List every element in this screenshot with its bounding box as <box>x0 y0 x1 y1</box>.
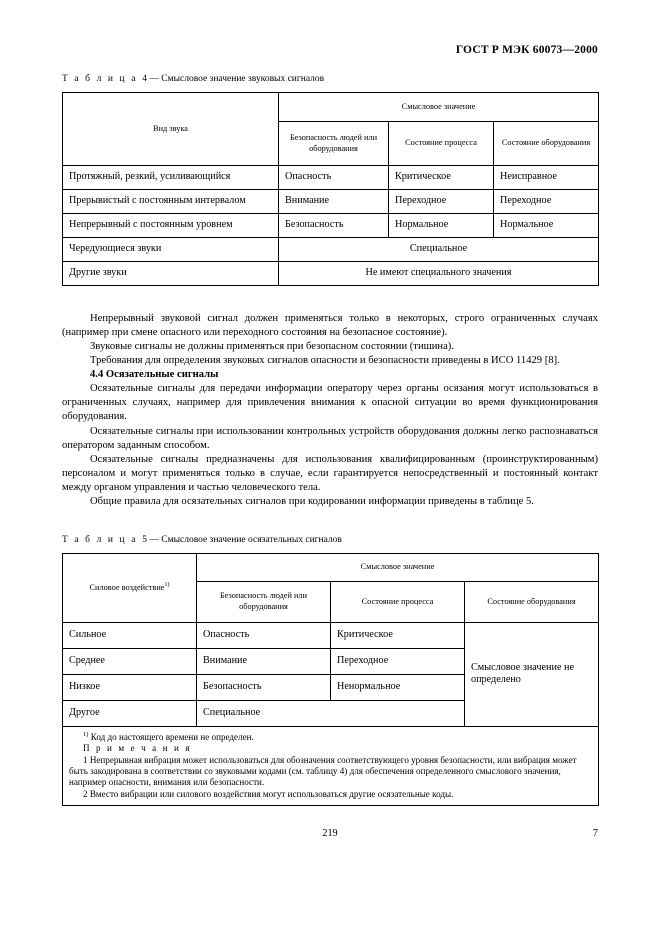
table5-cell-force: Сильное <box>63 622 197 648</box>
table4-cell-span-value: Не имеют специального значения <box>279 261 599 285</box>
table5-cell-safety: Внимание <box>197 648 331 674</box>
section-heading-4-4: 4.4 Осязательные сигналы <box>90 369 219 381</box>
table5-notes-title: П р и м е ч а н и я <box>83 743 192 754</box>
table5-header-safety: Безопасность людей или оборудования <box>197 581 331 622</box>
table5-header-group-meaning: Смысловое значение <box>197 553 599 581</box>
table4-header-row-1 <box>63 92 599 121</box>
paragraph-tactile-info-transfer: Осязательные сигналы для передачи информации оператору через органы осязания могут использоваться в ограниченных случаях, например для привлечения внимания к опасной ситуации во время функционирования оборудования. <box>62 383 598 423</box>
table4-row <box>63 189 599 213</box>
table5-cell-force: Низкое <box>63 674 197 700</box>
paragraph-tactile-general-rules: Общие правила для осязательных сигналов при кодировании информации приведены в таблице 5. <box>90 495 534 507</box>
table5-tactile-signal-meanings <box>62 553 599 806</box>
table4-header-safety: Безопасность людей или оборудования <box>279 122 389 166</box>
table5-footnote-text: Код до настоящего времени не определен. <box>90 731 254 742</box>
paragraph-no-sound-when-safe: Звуковые сигналы не должны применяться при безопасном состоянии (тишина). <box>90 341 454 353</box>
paragraph-continuous-sound: Непрерывный звуковой сигнал должен применяться только в некоторых, строго ограниченных случаях (например при смене опасного или переходного состояния на безопасное состояние). <box>62 312 598 338</box>
table5-cell-equipment-merged: Смысловое значение не определено <box>465 622 599 726</box>
paragraph-tactile-recognition: Осязательные сигналы при использовании контрольных устройств оборудования должны легко распознаваться оператором заданным способом. <box>62 425 598 451</box>
table5-caption-dash: — <box>149 534 159 545</box>
table4-cell-type: Чередующиеся звуки <box>63 237 279 261</box>
table4-row <box>63 261 599 285</box>
table4-caption-label: Т а б л и ц а <box>62 74 138 84</box>
footer-page-number-center: 219 <box>322 828 338 839</box>
table5-caption <box>62 535 598 547</box>
table5-header-force-superscript: 1) <box>164 581 170 588</box>
table4-caption-title: Смысловое значение звуковых сигналов <box>161 74 325 84</box>
table4-header-process: Состояние процесса <box>389 122 494 166</box>
table5-caption-title: Смысловое значение осязательных сигналов <box>161 534 342 545</box>
paragraph-iso-reference: Требования для определения звуковых сигналов опасности и безопасности приведены в ИСО 11429 [8]. <box>90 355 560 367</box>
table4-cell-process: Нормальное <box>389 213 494 237</box>
table5-cell-special-value: Специальное <box>197 700 465 726</box>
table4-cell-safety: Опасность <box>279 165 389 189</box>
table5-cell-force: Среднее <box>63 648 197 674</box>
page-content <box>62 74 598 806</box>
table4-cell-safety: Безопасность <box>279 213 389 237</box>
table4-cell-type: Протяжный, резкий, усиливающийся <box>63 165 279 189</box>
table4-cell-equipment: Переходное <box>494 189 599 213</box>
table5-footnote <box>69 732 592 743</box>
table4-cell-process: Критическое <box>389 165 494 189</box>
table4-caption-number: 4 <box>142 74 148 84</box>
table4-caption <box>62 74 598 86</box>
table5-header-process: Состояние процесса <box>331 581 465 622</box>
table5-header-row-1 <box>63 553 599 581</box>
table5-row <box>63 622 599 648</box>
table5-cell-force: Другое <box>63 700 197 726</box>
table5-footnote-marker: 1) <box>83 730 89 738</box>
table4-header-group-meaning: Смысловое значение <box>279 92 599 121</box>
table5-cell-process: Критическое <box>331 622 465 648</box>
table5-note-1: 1 Непрерывная вибрация может использоваться для обозначения соответствующего уровня безопасности, или вибрация может быть закодирована в соответствии со звуковыми кодами (см. таблицу 4) для обеспечения определенного смыслового значения, например опасности, внимания или безопасности. <box>69 754 577 788</box>
table4-cell-equipment: Неисправное <box>494 165 599 189</box>
table4-row <box>63 165 599 189</box>
table4-sound-signal-meanings <box>62 92 599 286</box>
paragraph-tactile-qualified-personnel: Осязательные сигналы предназначены для использования квалифицированным (проинструктированным) персоналом и могут применяться только в случае, если гарантируется непосредственный и постоянный контакт между органом управления и частью человеческого тела. <box>62 453 598 493</box>
table4-row <box>63 213 599 237</box>
table4-header-equipment: Состояние оборудования <box>494 122 599 166</box>
table4-cell-type: Другие звуки <box>63 261 279 285</box>
table4-row <box>63 237 599 261</box>
table5-caption-label: Т а б л и ц а <box>62 534 138 545</box>
document-standard-reference: ГОСТ Р МЭК 60073—2000 <box>455 44 598 56</box>
footer-page-number-right: 7 <box>592 828 598 839</box>
table5-notes-title-wrapper <box>69 743 592 754</box>
table4-cell-type: Прерывистый с постоянным интервалом <box>63 189 279 213</box>
table5-cell-process: Переходное <box>331 648 465 674</box>
table5-cell-safety: Опасность <box>197 622 331 648</box>
table4-cell-span-value: Специальное <box>279 237 599 261</box>
table4-cell-process: Переходное <box>389 189 494 213</box>
table4-cell-type: Непрерывный с постоянным уровнем <box>63 213 279 237</box>
table5-notes-cell <box>63 726 599 805</box>
table5-header-force-label: Силовое воздействие <box>89 582 165 592</box>
table4-caption-dash: — <box>149 74 159 84</box>
page-footer <box>62 828 598 844</box>
table5-note-2: 2 Вместо вибрации или силового воздействия могут использоваться другие осязательные коды. <box>83 788 454 799</box>
table5-cell-process: Ненормальное <box>331 674 465 700</box>
table5-cell-safety: Безопасность <box>197 674 331 700</box>
table4-header-sound-type: Вид звука <box>63 92 279 165</box>
table5-notes-row <box>63 726 599 805</box>
table4-cell-safety: Внимание <box>279 189 389 213</box>
table5-caption-number: 5 <box>142 534 148 545</box>
spacer-before-table5 <box>62 509 598 535</box>
table5-header-equipment: Состояние оборудования <box>465 581 599 622</box>
spacer-after-table4 <box>62 286 598 312</box>
table4-cell-equipment: Нормальное <box>494 213 599 237</box>
table5-header-force-action <box>63 553 197 622</box>
